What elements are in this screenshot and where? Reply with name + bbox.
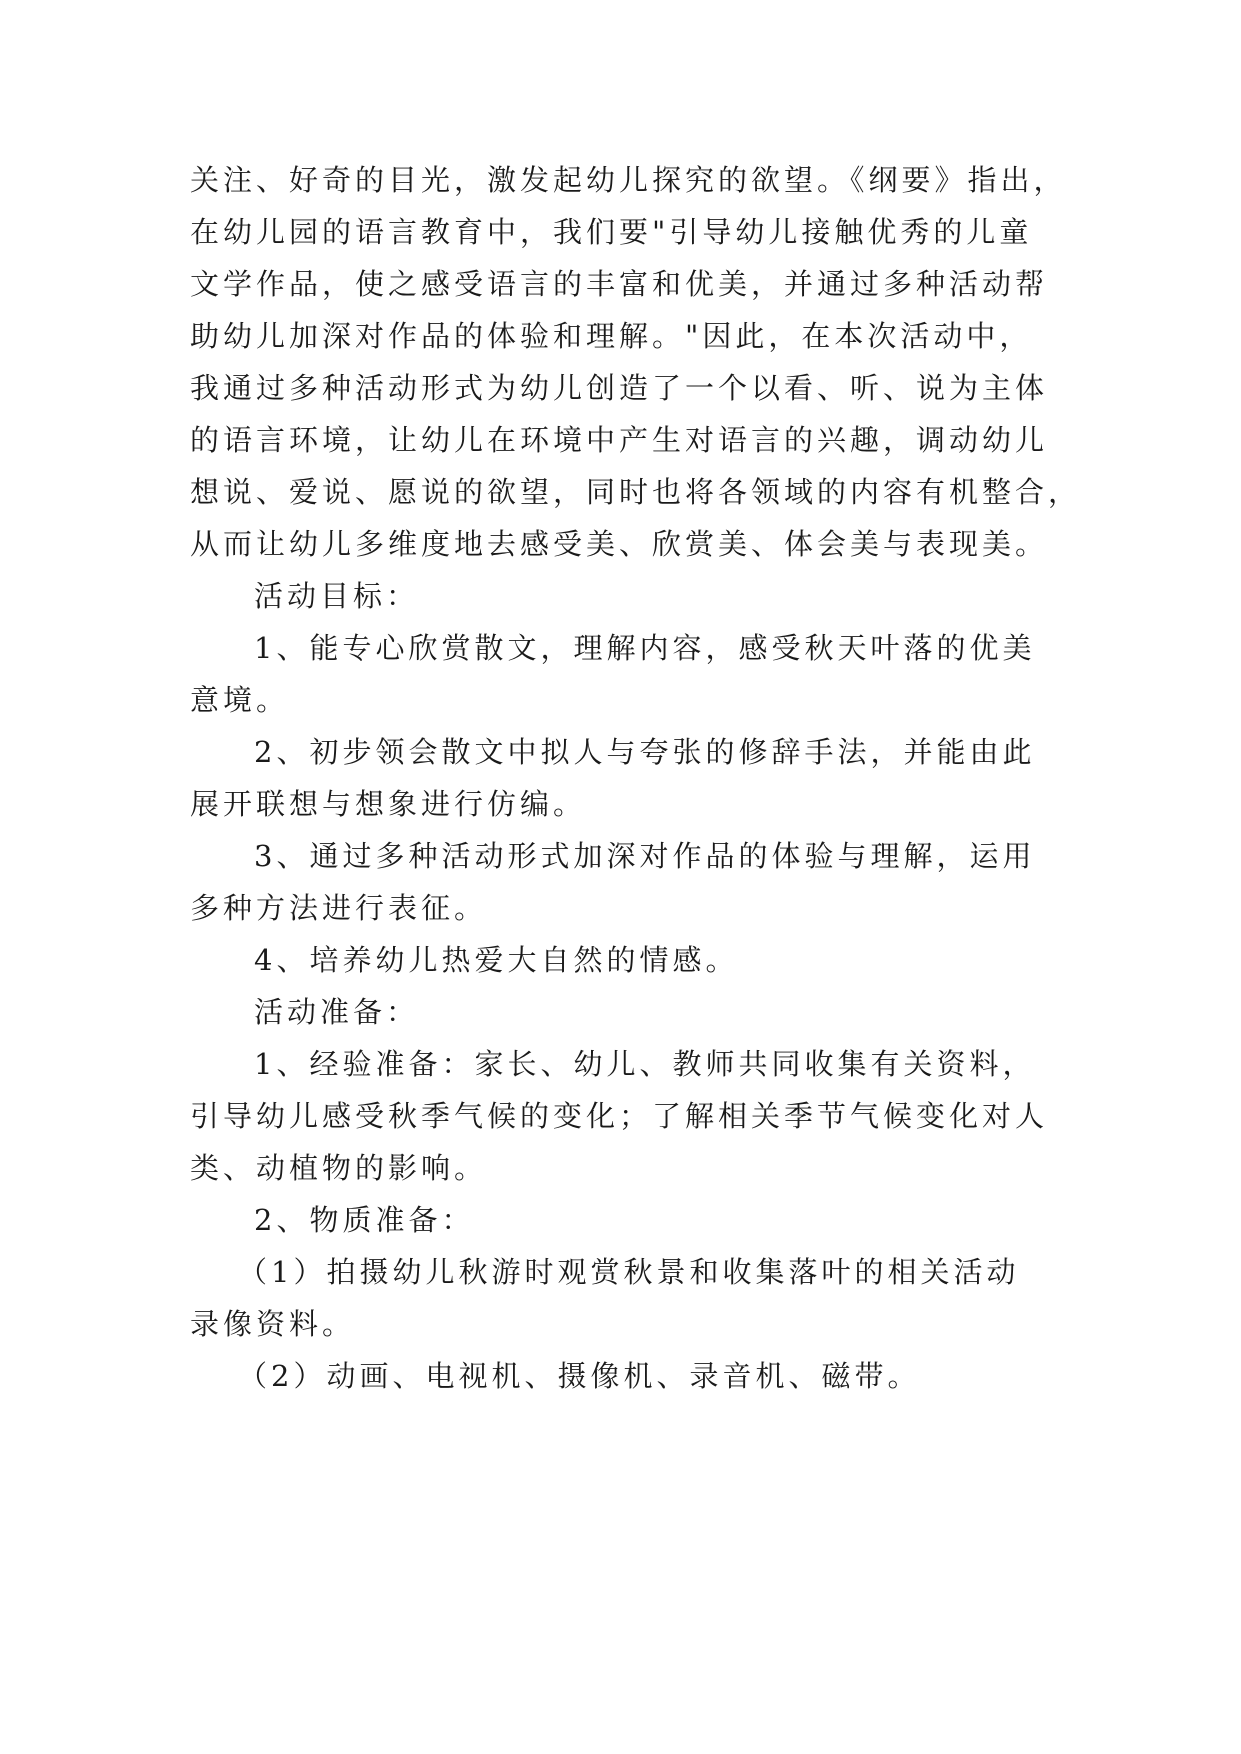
body-line: 在幼儿园的语言教育中，我们要"引导幼儿接触优秀的儿童 xyxy=(190,215,1033,249)
goal-item: 3、通过多种活动形式加深对作品的体验与理解，运用 xyxy=(254,839,1036,873)
goal-item-continued: 展开联想与想象进行仿编。 xyxy=(190,787,587,821)
goal-item: 4、培养幼儿热爱大自然的情感。 xyxy=(254,943,739,977)
goal-item-continued: 意境。 xyxy=(190,683,290,717)
body-line: 我通过多种活动形式为幼儿创造了一个以看、听、说为主体 xyxy=(190,371,1049,405)
preparation-item: 2、物质准备： xyxy=(254,1203,475,1237)
goal-item: 2、初步领会散文中拟人与夸张的修辞手法，并能由此 xyxy=(254,735,1036,769)
goal-item: 1、能专心欣赏散文，理解内容，感受秋天叶落的优美 xyxy=(254,631,1036,665)
body-line: 文学作品，使之感受语言的丰富和优美，并通过多种活动帮 xyxy=(190,267,1049,301)
body-line: 关注、好奇的目光，激发起幼儿探究的欲望。《纲要》指出， xyxy=(190,163,1067,197)
preparation-item-continued: 引导幼儿感受秋季气候的变化；了解相关季节气候变化对人 xyxy=(190,1099,1049,1133)
body-line: 的语言环境，让幼儿在环境中产生对语言的兴趣，调动幼儿 xyxy=(190,423,1049,457)
section-heading-goals: 活动目标： xyxy=(254,579,420,613)
section-heading-preparation: 活动准备： xyxy=(254,995,420,1029)
preparation-subitem: （1）拍摄幼儿秋游时观赏秋景和收集落叶的相关活动 xyxy=(238,1255,1020,1289)
body-line: 助幼儿加深对作品的体验和理解。"因此，在本次活动中， xyxy=(190,319,1033,353)
preparation-subitem: （2）动画、电视机、摄像机、录音机、磁带。 xyxy=(238,1359,921,1393)
body-line: 从而让幼儿多维度地去感受美、欣赏美、体会美与表现美。 xyxy=(190,527,1049,561)
body-line: 想说、爱说、愿说的欲望，同时也将各领域的内容有机整合， xyxy=(190,475,1082,509)
goal-item-continued: 多种方法进行表征。 xyxy=(190,891,488,925)
preparation-item-continued: 类、动植物的影响。 xyxy=(190,1151,488,1185)
preparation-subitem-continued: 录像资料。 xyxy=(190,1307,356,1341)
preparation-item: 1、经验准备：家长、幼儿、教师共同收集有关资料， xyxy=(254,1047,1036,1081)
